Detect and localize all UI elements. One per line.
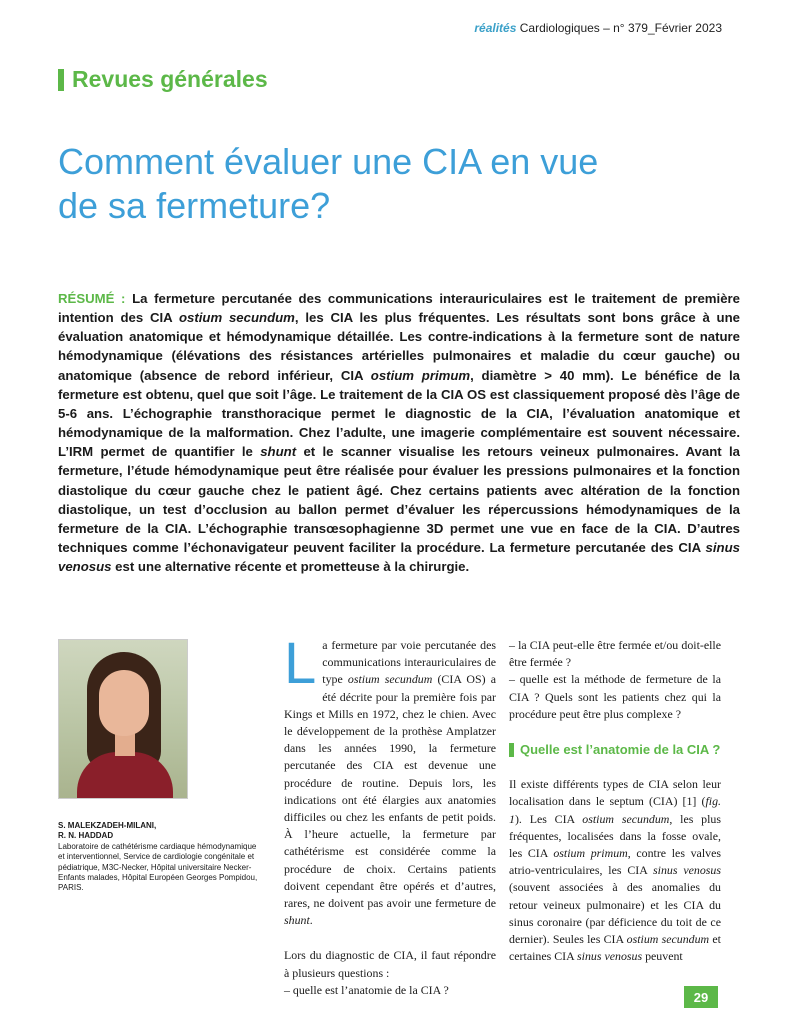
questions-intro: Lors du diagnostic de CIA, il faut répondre à plusieurs questions : <box>284 948 496 980</box>
question-3: – quelle est la méthode de fermeture de la CIA ? Quels sont les patients chez qui la procédure peut être plus complexe ? <box>509 672 721 721</box>
author-name-1: S. MALEKZADEH-MILANI, <box>58 821 157 830</box>
abstract-text-5: est une alternative récente et prometteuse à la chirurgie. <box>111 559 470 575</box>
intro-text-3: . <box>309 913 313 928</box>
author-photo <box>58 639 188 799</box>
intro-italic-1: ostium secundum <box>347 672 433 687</box>
subheading <box>509 741 721 758</box>
title-line-2: de sa fermeture? <box>58 185 331 226</box>
abstract-text-3: , diamètre > 40 mm). Le bénéfice de la fermeture est obtenu, quel que soit l’âge. Le traitement de la CIA OS est classiquement proposé dès l’âge de 5-6 ans. L’échographie transthoracique permet le diagnostic de la CIA, l’évaluation anatomique et hémodynamique de la malformation. Chez l’adulte, une imagerie complémentaire est souvent nécessaire. L’IRM permet de quantifier le <box>58 367 740 460</box>
abstract-italic-2: ostium primum <box>370 367 471 383</box>
article-title <box>58 140 698 228</box>
body-column-3 <box>509 637 721 965</box>
intro-italic-2: shunt <box>284 913 310 928</box>
author-block <box>58 821 258 894</box>
abstract-text-2: , les CIA les plus fréquentes. Les résultats sont bons grâce à une évaluation anatomique et hémodynamique détaillée. Les contre-indications à la fermeture sont de nature hémodynamique (élévations des résistances artérielles pulmonaires et maladie du cœur gauche) ou anatomique (absence de rebord inférieur, CIA <box>58 310 741 383</box>
body-column-2 <box>284 631 496 999</box>
figure-reference: fig. 1 <box>509 794 721 826</box>
intro-text-1: a fermeture par voie percutanée des communications interauriculaires de type <box>322 638 496 687</box>
running-header <box>474 21 722 35</box>
abstract-keyword: RÉSUMÉ : <box>58 291 126 306</box>
question-1: – quelle est l’anatomie de la CIA ? <box>284 982 449 997</box>
abstract <box>58 289 740 576</box>
section-heading <box>58 66 268 93</box>
section-label: Revues générales <box>72 66 268 92</box>
question-2: – la CIA peut-elle être fermée et/ou doit-elle être fermée ? <box>509 638 721 670</box>
subheading-label: Quelle est l’anatomie de la CIA ? <box>520 742 721 758</box>
abstract-italic-1: ostium secundum <box>178 310 295 326</box>
journal-issue: Cardiologiques – n° 379_Février 2023 <box>516 21 722 35</box>
author-affiliation: Laboratoire de cathétérisme cardiaque hémodynamique et interventionnel, Service de cardiologie congénitale et pédiatrique, M3C-Necker, Hôpital universitaire Necker-Enfants malades, Hôpital Européen Georges Pompidou, PARIS. <box>58 841 258 893</box>
intro-text-2: (CIA OS) a été décrite pour la première fois par Kings et Mills en 1972, chez le chien. Avec le développement de la prothèse Amplatzer dans les années 1990, la fermeture percutanée des CIA est devenue une procédure de routine. Depuis lors, les indications ont été élargies aux anatomies difficiles ou chez les enfants de petit poids. À l’heure actuelle, la fermeture par cathétérisme est considérée comme la procédure de choix. Certains patients doivent cependant être opérés et d’autres, rares, ne doivent pas avoir une fermeture de <box>284 672 496 911</box>
intro-paragraph <box>284 631 496 929</box>
page-number: 29 <box>684 986 718 1008</box>
author-name-2: R. N. HADDAD <box>58 831 114 841</box>
abstract-text-1: La fermeture percutanée des communications interauriculaires est le traitement de première intention des CIA <box>58 291 740 326</box>
section-bar <box>58 69 64 91</box>
drop-cap: L <box>284 631 317 696</box>
abstract-text-4: et le scanner visualise les retours veineux pulmonaires. Avant la fermeture, l’étude hémodynamique peut être réalisée pour évaluer les pressions pulmonaires et la fonction diastolique du cœur gauche chez le patient âgé. Chez certains patients avec altération de la fonction diastolique, un test d’occlusion au ballon permet d’évaluer les répercussions hémodynamiques de la fermeture de la CIA. L’échographie transœsophagienne 3D permet une vue en face de la CIA. D’autres techniques comme l’échonavigateur peuvent faciliter la procédure. La fermeture percutanée des CIA <box>58 444 740 556</box>
abstract-italic-3: shunt <box>260 444 297 460</box>
anatomy-paragraph: Il existe différents types de CIA selon leur localisation dans le septum (CIA) [1] (fig. 1). Les CIA ostium secundum, les plus fréquentes, localisées dans la fosse ovale, les CIA ostium primum, contre les valves atrio-ventriculaires, les CIA sinus venosus (souvent associées à des anomalies du retour veineux pulmonaire) et les CIA du sinus coronaire (par déficience du toit de ce dernier). Seules les CIA ostium secundum et certaines CIA sinus venosus peuvent <box>509 777 721 964</box>
journal-brand: réalités <box>474 21 517 35</box>
abstract-italic-4: sinus venosus <box>58 540 740 575</box>
subheading-bar <box>509 743 514 757</box>
title-line-1: Comment évaluer une CIA en vue <box>58 141 599 182</box>
